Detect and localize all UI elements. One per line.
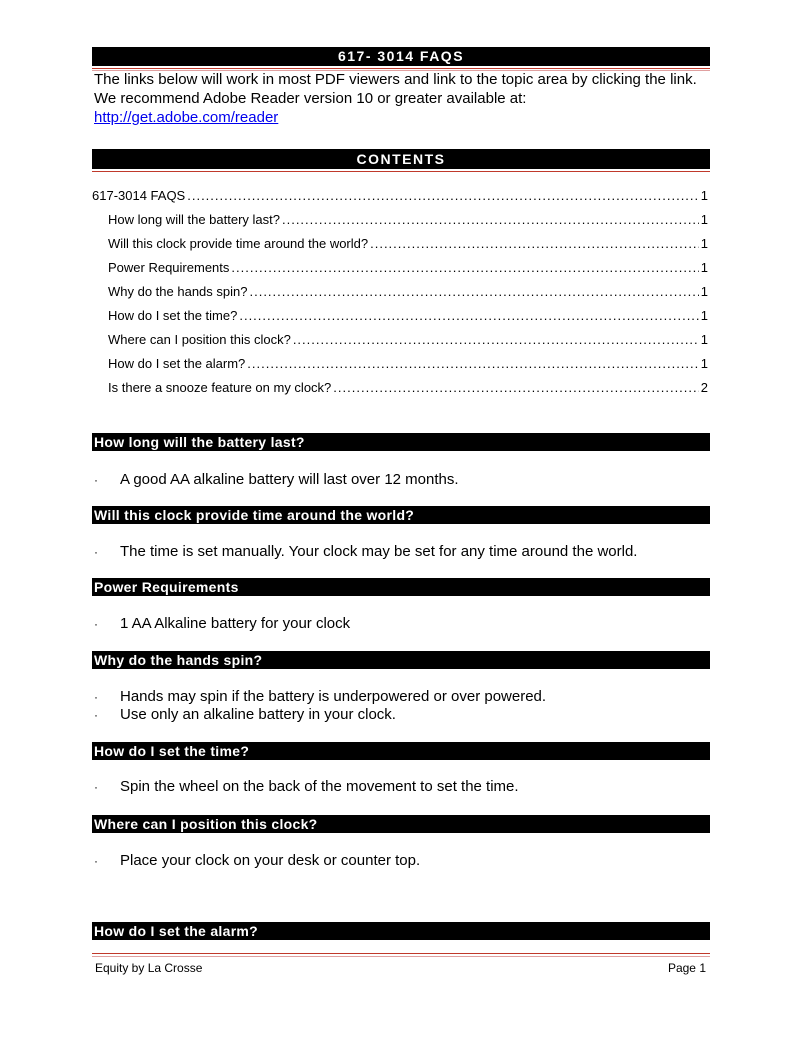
bullet-item bbox=[92, 852, 708, 870]
toc-label: How do I set the time? bbox=[108, 308, 238, 323]
table-of-contents bbox=[92, 184, 708, 400]
toc-entry-faqs[interactable] bbox=[92, 184, 708, 208]
toc-entry-power[interactable] bbox=[92, 256, 708, 280]
toc-label: 617-3014 FAQS bbox=[92, 188, 186, 203]
page-title: 617- 3014 FAQS bbox=[92, 47, 710, 66]
toc-label: Why do the hands spin? bbox=[108, 284, 248, 299]
footer-page-number: Page 1 bbox=[667, 961, 706, 975]
bullet-item bbox=[92, 688, 708, 706]
toc-page-number: 1 bbox=[700, 284, 708, 299]
toc-entry-snooze[interactable] bbox=[92, 376, 708, 400]
footer-brand: Equity by La Crosse bbox=[95, 961, 203, 975]
section-heading-set-time: How do I set the time? bbox=[92, 742, 710, 760]
section-heading-hands-spin: Why do the hands spin? bbox=[92, 651, 710, 669]
contents-divider bbox=[92, 171, 710, 172]
toc-entry-world-time[interactable] bbox=[92, 232, 708, 256]
toc-entry-position[interactable] bbox=[92, 328, 708, 352]
bullet-text: A good AA alkaline battery will last over 12 months. bbox=[120, 471, 459, 488]
toc-page-number: 1 bbox=[700, 236, 708, 251]
intro-paragraph bbox=[94, 70, 706, 127]
toc-entry-alarm[interactable] bbox=[92, 352, 708, 376]
bullet-glyph: · bbox=[94, 780, 98, 794]
toc-page-number: 1 bbox=[700, 188, 708, 203]
toc-label: How long will the battery last? bbox=[108, 212, 280, 227]
section-heading-battery: How long will the battery last? bbox=[92, 433, 710, 451]
toc-label: Is there a snooze feature on my clock? bbox=[108, 380, 332, 395]
bullet-glyph: · bbox=[94, 617, 98, 631]
bullet-item bbox=[92, 706, 708, 724]
bullet-text: Spin the wheel on the back of the movement to set the time. bbox=[120, 778, 519, 795]
toc-entry-set-time[interactable] bbox=[92, 304, 708, 328]
toc-leader bbox=[247, 352, 698, 376]
adobe-reader-link[interactable]: http://get.adobe.com/reader bbox=[94, 109, 279, 126]
toc-page-number: 1 bbox=[700, 308, 708, 323]
bullet-glyph: · bbox=[94, 690, 98, 704]
bullet-text: Place your clock on your desk or counter top. bbox=[120, 852, 421, 869]
bullet-glyph: · bbox=[94, 545, 98, 559]
toc-label: Where can I position this clock? bbox=[108, 332, 291, 347]
toc-entry-battery[interactable] bbox=[92, 208, 708, 232]
bullet-item bbox=[92, 778, 708, 796]
bullet-item bbox=[92, 615, 708, 633]
footer-divider-secondary bbox=[92, 956, 710, 957]
bullet-glyph: · bbox=[94, 708, 98, 722]
toc-leader bbox=[239, 304, 698, 328]
toc-leader bbox=[333, 376, 698, 400]
toc-page-number: 1 bbox=[700, 356, 708, 371]
toc-page-number: 2 bbox=[700, 380, 708, 395]
toc-leader bbox=[293, 328, 699, 352]
toc-page-number: 1 bbox=[700, 332, 708, 347]
footer-divider bbox=[92, 953, 710, 954]
section-heading-world-time: Will this clock provide time around the world? bbox=[92, 506, 710, 524]
bullet-glyph: · bbox=[94, 854, 98, 868]
toc-page-number: 1 bbox=[700, 212, 708, 227]
toc-page-number: 1 bbox=[700, 260, 708, 275]
toc-label: Power Requirements bbox=[108, 260, 230, 275]
bullet-glyph: · bbox=[94, 473, 98, 487]
toc-leader bbox=[282, 208, 699, 232]
section-heading-alarm: How do I set the alarm? bbox=[92, 922, 710, 940]
toc-leader bbox=[249, 280, 698, 304]
contents-heading: CONTENTS bbox=[92, 149, 710, 169]
toc-label: How do I set the alarm? bbox=[108, 356, 246, 371]
toc-leader bbox=[187, 184, 699, 208]
section-heading-power: Power Requirements bbox=[92, 578, 710, 596]
bullet-text: 1 AA Alkaline battery for your clock bbox=[120, 615, 351, 632]
bullet-text: Hands may spin if the battery is underpowered or over powered. bbox=[120, 688, 547, 705]
bullet-text: The time is set manually. Your clock may be set for any time around the world. bbox=[120, 543, 638, 560]
bullet-item bbox=[92, 543, 708, 561]
bullet-item bbox=[92, 471, 708, 489]
toc-leader bbox=[370, 232, 699, 256]
toc-entry-hands-spin[interactable] bbox=[92, 280, 708, 304]
toc-leader bbox=[231, 256, 698, 280]
toc-label: Will this clock provide time around the world? bbox=[108, 236, 369, 251]
title-divider bbox=[92, 68, 710, 69]
section-heading-position: Where can I position this clock? bbox=[92, 815, 710, 833]
intro-text: The links below will work in most PDF viewers and link to the topic area by clicking the link. We recommend Adobe Reader version 10 or greater available at: bbox=[94, 71, 697, 107]
bullet-text: Use only an alkaline battery in your clock. bbox=[120, 706, 396, 723]
